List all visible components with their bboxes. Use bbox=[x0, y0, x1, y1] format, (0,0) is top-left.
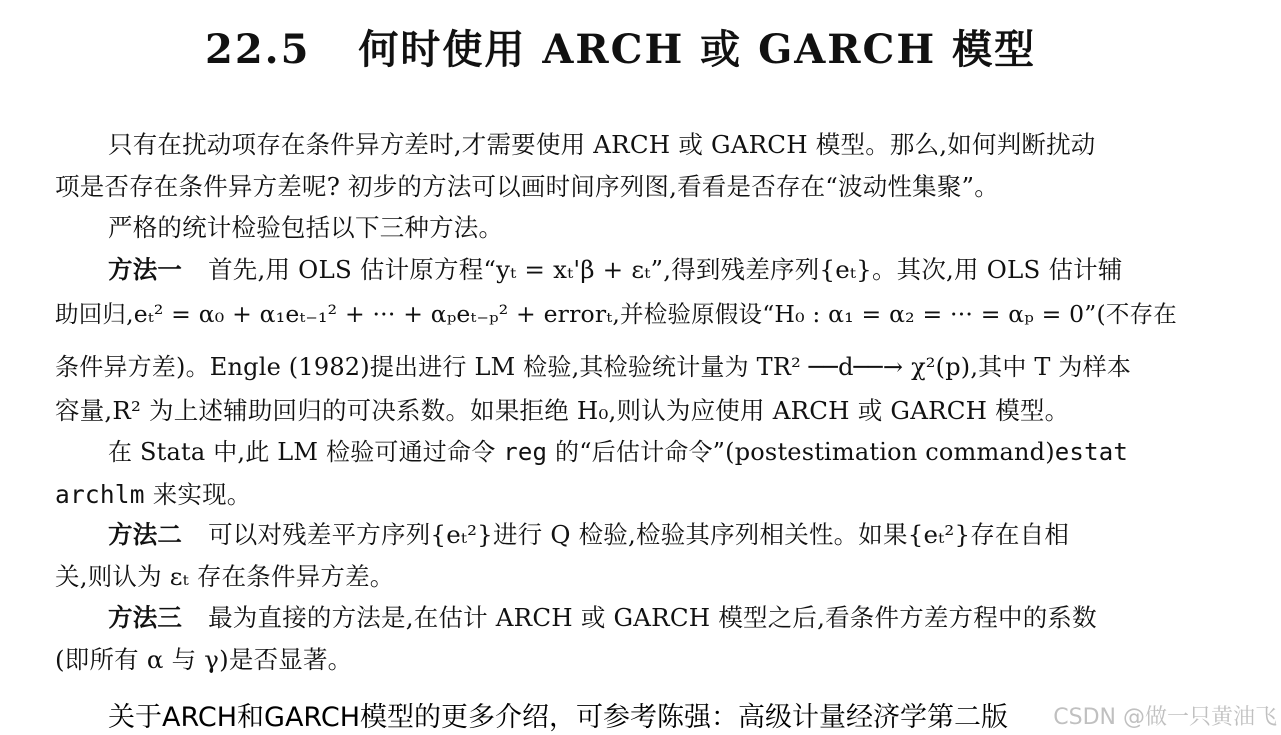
section-heading: 何时使用 ARCH 或 GARCH 模型 bbox=[358, 26, 1037, 73]
paragraph-line: 助回归,eₜ² = α₀ + α₁eₜ₋₁² + ··· + αₚeₜ₋ₚ² + errorₜ,并检验原假设“H₀ : α₁ = α₂ = ··· = αₚ = 0”(不存在 bbox=[55, 300, 1177, 328]
stata-command-archlm: archlm bbox=[55, 480, 145, 509]
paragraph-line: 条件异方差)。Engle (1982)提出进行 LM 检验,其检验统计量为 TR² ──d──→ χ²(p),其中 T 为样本 bbox=[55, 353, 1132, 381]
footer-note: 关于ARCH和GARCH模型的更多介绍，可参考陈强：高级计量经济学第二版 bbox=[108, 702, 1009, 733]
method-one-line bbox=[108, 255, 1123, 284]
paragraph-line: 严格的统计检验包括以下三种方法。 bbox=[108, 213, 504, 242]
paragraph-line: 关,则认为 εₜ 存在条件异方差。 bbox=[55, 562, 395, 591]
method-two-line bbox=[108, 520, 1069, 549]
paragraph-line: 只有在扰动项存在条件异方差时,才需要使用 ARCH 或 GARCH 模型。那么,如何判断扰动 bbox=[108, 130, 1096, 159]
stata-command-estat: estat bbox=[1054, 438, 1129, 466]
stata-line bbox=[55, 480, 252, 509]
stata-line bbox=[108, 438, 1128, 467]
method-two-label: 方法二 bbox=[108, 520, 183, 549]
method-three-line bbox=[108, 603, 1097, 632]
section-number: 22.5 bbox=[205, 26, 311, 73]
paragraph-line: (即所有 α 与 γ)是否显著。 bbox=[55, 645, 353, 674]
method-two-text: 可以对残差平方序列{eₜ²}进行 Q 检验,检验其序列相关性。如果{eₜ²}存在自相 bbox=[208, 520, 1070, 549]
paragraph-line: 容量,R² 为上述辅助回归的可决系数。如果拒绝 H₀,则认为应使用 ARCH 或 GARCH 模型。 bbox=[55, 396, 1070, 425]
stata-text: 在 Stata 中,此 LM 检验可通过命令 bbox=[108, 438, 504, 466]
watermark: CSDN @做一只黄油飞 bbox=[1053, 705, 1277, 730]
paragraph-line: 项是否存在条件异方差呢? 初步的方法可以画时间序列图,看看是否存在“波动性集聚”。 bbox=[55, 172, 999, 201]
method-one-label: 方法一 bbox=[108, 255, 183, 284]
section-title bbox=[205, 18, 1036, 75]
method-three-label: 方法三 bbox=[108, 603, 183, 632]
stata-command-reg: reg bbox=[503, 438, 548, 466]
stata-text: 来实现。 bbox=[144, 480, 252, 509]
method-one-text: 首先,用 OLS 估计原方程“yₜ = xₜ'β + εₜ”,得到残差序列{eₜ}。其次,用 OLS 估计辅 bbox=[208, 255, 1123, 284]
method-three-text: 最为直接的方法是,在估计 ARCH 或 GARCH 模型之后,看条件方差方程中的系数 bbox=[208, 603, 1097, 632]
stata-text: 的“后估计命令”(postestimation command) bbox=[547, 438, 1055, 466]
